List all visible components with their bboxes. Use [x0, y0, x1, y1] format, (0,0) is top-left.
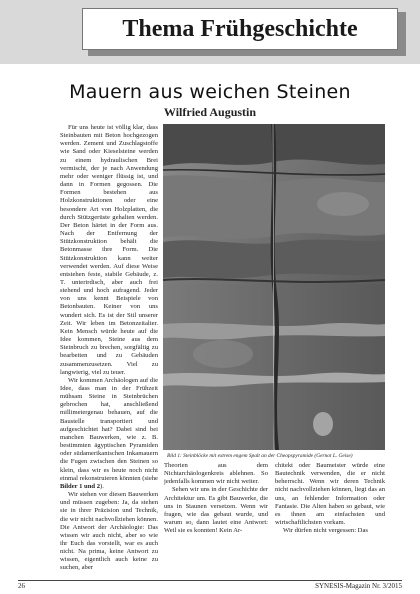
- magazine-issue: SYNESIS-Magazin Nr. 3/2015: [315, 582, 402, 590]
- text-column-2: [164, 462, 268, 576]
- paragraph: Wir stehen vor diesen Bauwerken und müssen zugeben: Ja, da stehen sie in ihrer Präzision und Technik, die wir nicht nachvollziehen können. Die Antwort der Archäologie: Das wissen wir auch nicht, aber so wie ihr Euch das vorstellt, war es auch nicht. Na prima, keine Antwort zu wissen, eigentlich auch keine zu suchen, aber: [60, 491, 158, 572]
- footer-rule: [18, 580, 402, 581]
- paragraph: [60, 377, 158, 491]
- paragraph-text-end: ).: [100, 482, 104, 490]
- paragraph: Theorien aus dem Nichtarchäologenkreis ablehnen. So jedenfalls kommen wir nicht weiter.: [164, 462, 268, 486]
- paragraph-text: Wir kommen Archäologen auf die Idee, dass man in der Frühzeit mühsam Steine in Steinbrüchen gebrochen hat, anschließend millimetergenau behauen, auf die Baustelle transportiert und aufgeschichtet hat? Dabei sind bei manchen Bauwerken, wie z. B. bestimmten ägyptischen Pyramiden oder südamerikanischen Inkamauern die Fugen zwischen den Steinen so klein, dass wir es heute noch nicht einmal rekonstruieren könnten (siehe: [60, 376, 158, 482]
- paragraph: Wir dürfen nicht vergessen: Das: [283, 527, 368, 535]
- paragraph: chitekt oder Baumeister würde eine Bautechnik verwenden, die er nicht beherrscht. Wenn wir deren Technik nicht nachvollziehen können, liegt das an uns, an fehlender Information oder Fantasie. Die Alten haben so gebaut, wie es ihnen am einfachsten und wirtschaftlichsten vorkam.: [275, 462, 385, 527]
- article-author: Wilfried Augustin: [163, 105, 257, 119]
- text-column-1: [60, 124, 158, 576]
- page-number: 26: [18, 582, 25, 590]
- section-title: Thema Frühgeschichte: [122, 16, 358, 42]
- paragraph: Für uns heute ist völlig klar, dass Steinbauten mit Beton hochgezogen werden. Zement und Zuschlagstoffe wie Sand oder Kieselsteine werden zu einem hydraulischen Brei vermischt, der je nach Anwendung mehr oder weniger flüssig ist, und dann in Formen gegossen. Die Formen bestehen aus Holzkonstruktionen oder eine besondere Art von Holzplatten, die durch Stützgerüste gehalten werden. Der Beton härtet in der Form aus. Nach der Entfernung der Stützkonstruktion behält die Betonmasse ihre Form. Die Stützkonstruktion kann weiter verwendet werden. Auf diese Weise entstehen feste, stabile Gebäude, z. T. unterirdisch, aber auch frei stehend und hoch aufragend. Jeder von uns kennt Beispiele von Betonbauten. Keiner von uns wundert sich. Es ist der Stil unserer Zeit. Wir leben im Betonzeitalter. Kein Mensch würde heute auf die Idee kommen, Steine aus dem Steinbruch zu brechen, sorgfältig zu bearbeiten und zu Gebäuden zusammenzusetzen. Viel zu langwierig, viel zu teuer.: [60, 124, 158, 376]
- paragraph: Sehen wir uns in der Geschichte der Architektur um. Es gibt Bauwerke, die uns in Staunen versetzen. Wenn wir fragen, wie das gebaut wurde, und warum so, dann lautet eine Antwort: Weil sie es konnten! Kein Ar-: [164, 486, 268, 535]
- figure-caption: Bild 1: Steinblöcke mit extrem engem Spalt an der Cheopspyramide (Gernot L. Geise): [167, 453, 353, 459]
- figure-reference: Bilder 1 und 2: [60, 482, 101, 490]
- text-column-3: [275, 462, 385, 576]
- stone-blocks-photo: [163, 124, 385, 450]
- article-title: Mauern aus weichen Steinen: [69, 81, 351, 103]
